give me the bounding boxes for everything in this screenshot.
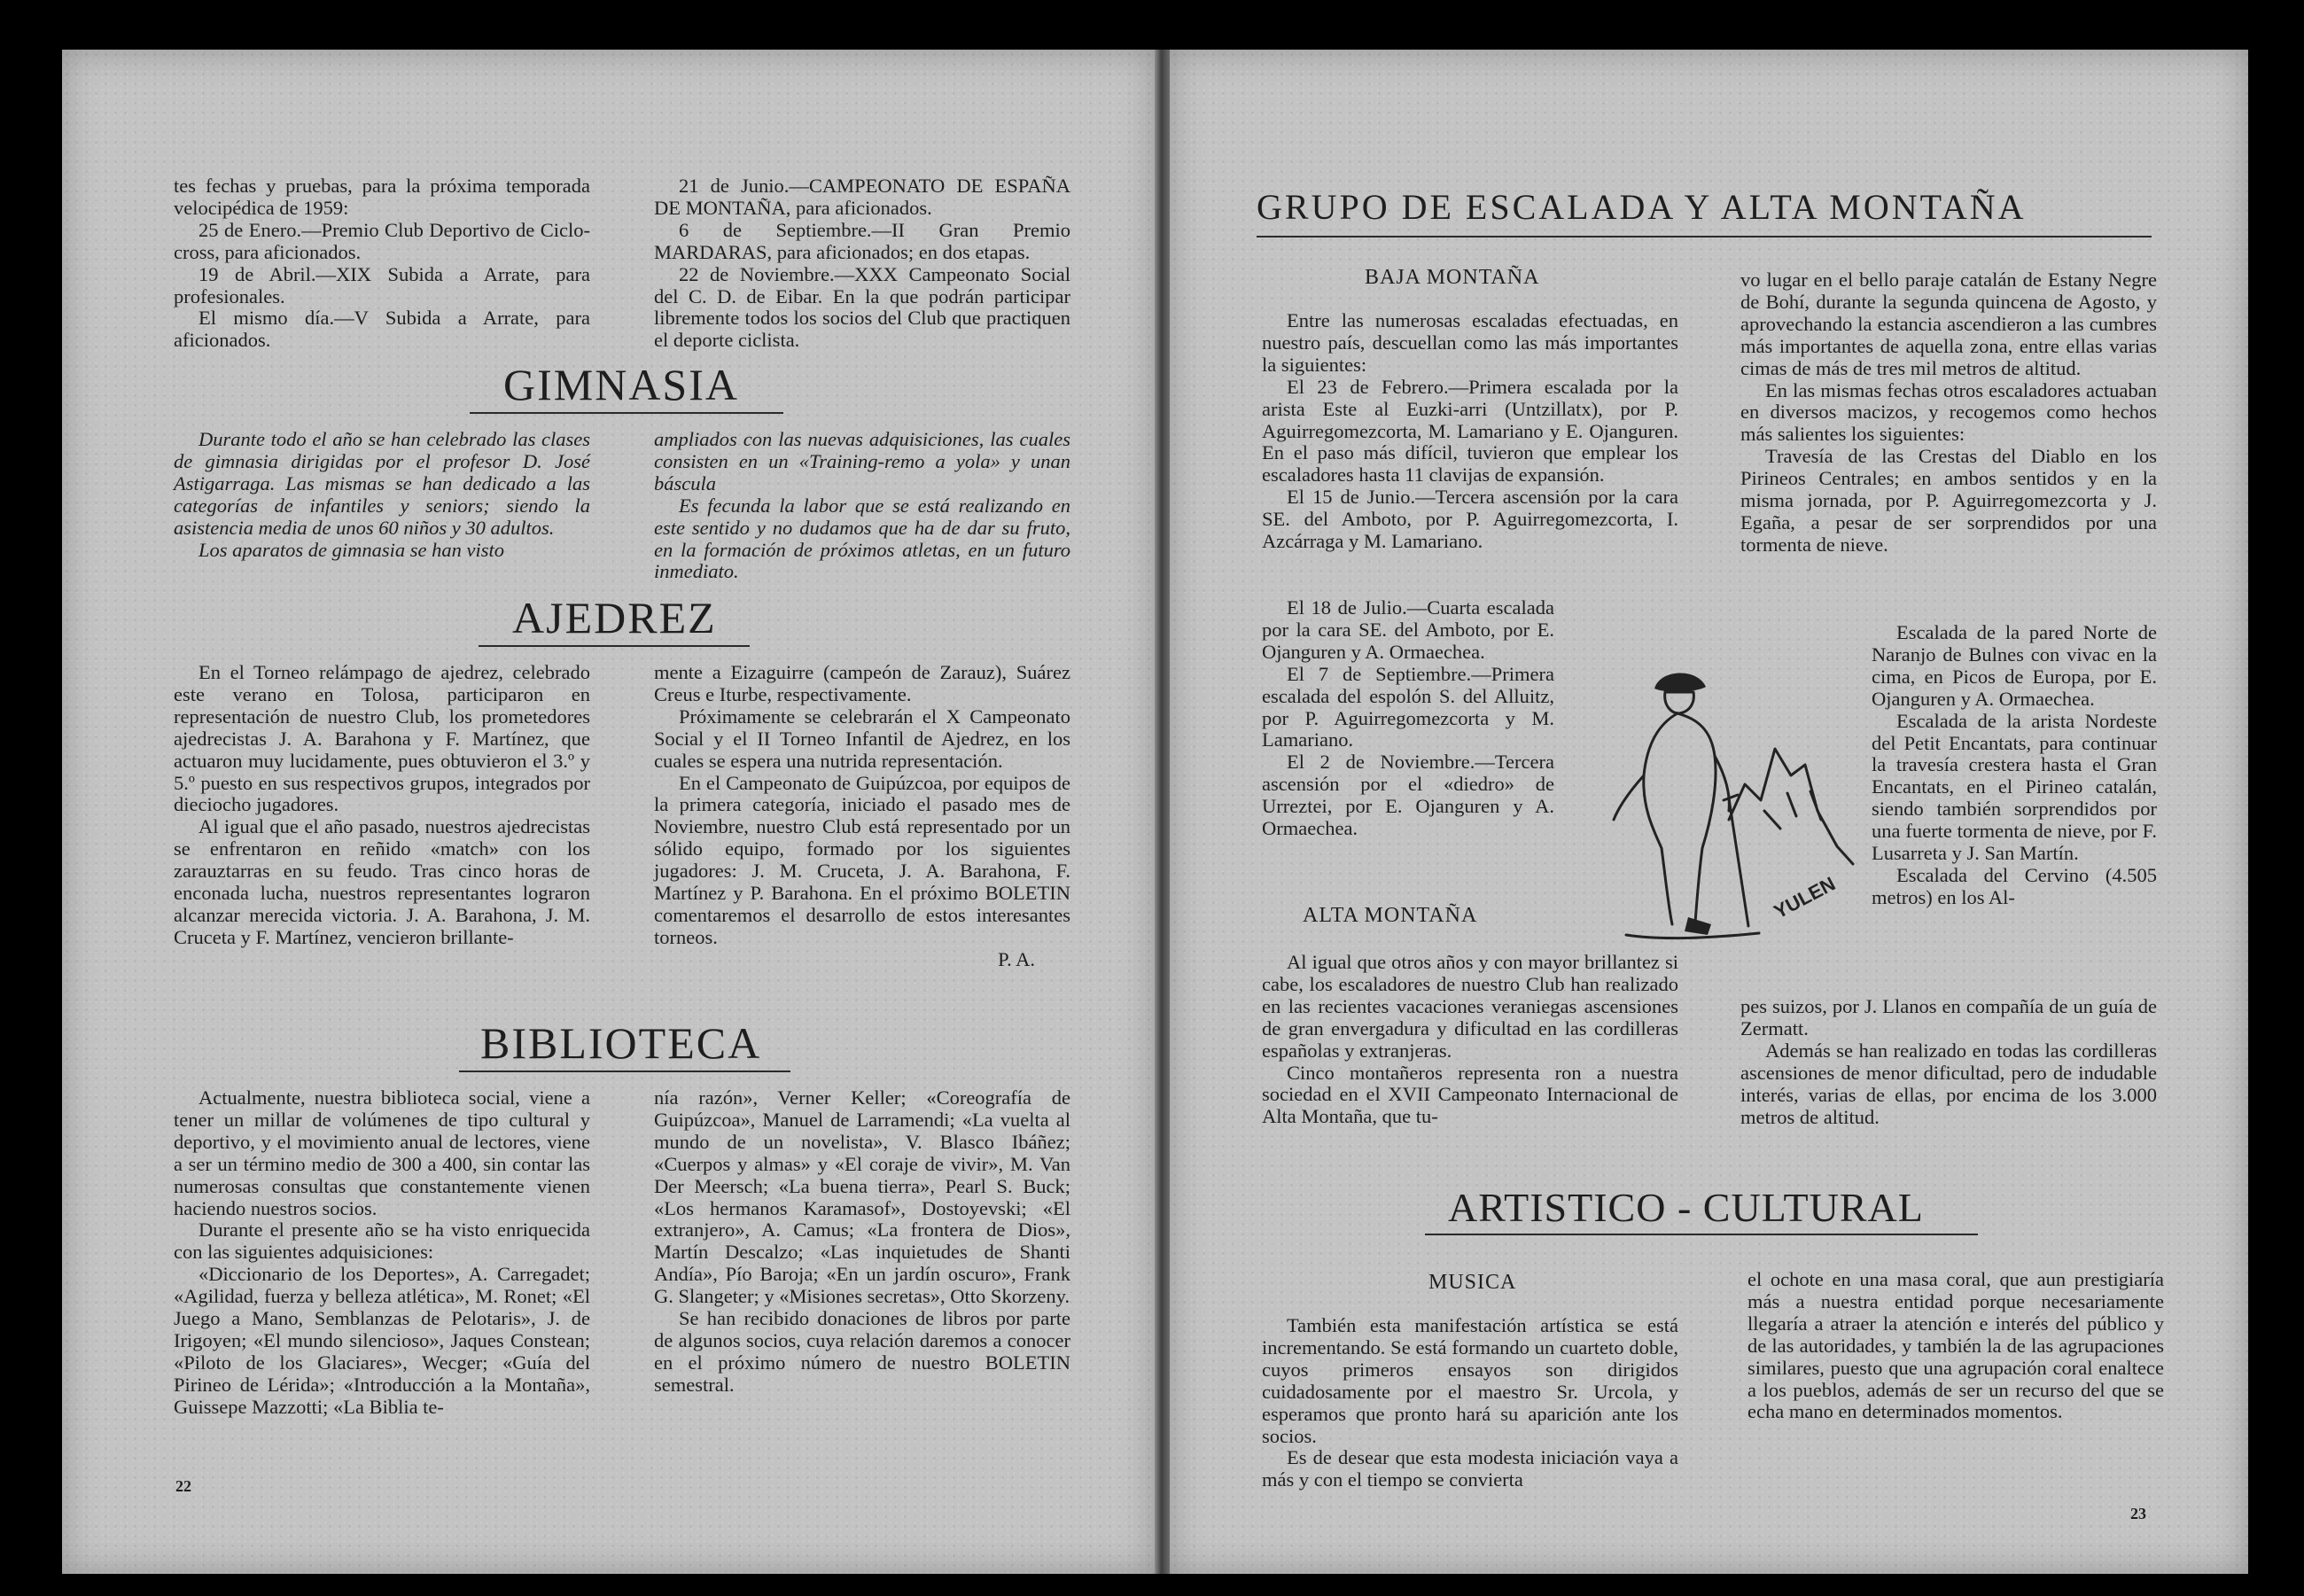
paragraph: El 2 de Noviembre.—Tercera ascensión por el «diedro» de Urreztei, por E. Ojanguren y A. Ormaechea.	[1262, 751, 1554, 840]
cycling-dates-column-2	[654, 175, 1070, 352]
paragraph: El 15 de Junio.—Tercera ascensión por la cara SE. del Amboto, por P. Aguirregomezcorta, I. Azcárraga y M. Lamariano.	[1262, 486, 1678, 553]
mountaineer-illustration	[1555, 642, 1865, 944]
paragraph: Escalada del Cervino (4.505 metros) en los Al-	[1872, 863, 2157, 908]
climber-boot	[1685, 917, 1711, 935]
paragraph: Durante el presente año se ha visto enriquecida con las siguientes adquisiciones:	[174, 1218, 590, 1264]
title-underline	[1257, 236, 2152, 237]
title-underline	[479, 645, 750, 647]
title-underline	[1425, 1234, 1978, 1235]
paragraph: El mismo día.—V Subida a Arrate, para aficionados.	[174, 307, 590, 352]
subheading-alta-montana: ALTA MONTAÑA	[1303, 904, 1478, 927]
artistico-column-1	[1262, 1315, 1678, 1491]
paragraph: Escalada de la pared Norte de Naranjo de Bulnes con vivac en la cima, en Picos de Europa, por E. Ojanguren y A. Ormaechea.	[1872, 621, 2157, 710]
paragraph: Durante todo el año se han celebrado las clases de gimnasia dirigidas por el profesor D. José Astigarraga. Las mismas se han dedicado a las categorías de infantiles y seniors; siendo la asistencia media de unos 60 niños y 30 adultos.	[174, 428, 590, 539]
mountain-peaks	[1729, 749, 1853, 864]
paragraph: Es fecunda la labor que se está realizando en este sentido y no dudamos que ha de dar su fruto, en la formación de próximos atletas, en un futuro inmediato.	[654, 494, 1070, 583]
paragraph: En las mismas fechas otros escaladores actuaban en diversos macizos, y recogemos como hechos más salientes los siguientes:	[1740, 378, 2157, 446]
author-signature: P. A.	[998, 947, 1035, 970]
title-underline	[470, 412, 783, 414]
escalada-column-2	[1740, 269, 2157, 557]
escalada-column-2-narrow	[1872, 622, 2157, 909]
section-title-ajedrez: AJEDREZ	[512, 593, 717, 642]
section-title-gimnasia: GIMNASIA	[503, 360, 739, 409]
paragraph: pes suizos, por J. Llanos en compañía de un guía de Zermatt.	[1740, 995, 2157, 1039]
biblioteca-column-1	[174, 1087, 590, 1419]
section-title-escalada: GRUPO DE ESCALADA Y ALTA MONTAÑA	[1257, 187, 2027, 227]
paragraph: En el Campeonato de Guipúzcoa, por equipos de la primera categoría, iniciado el pasado mes de Noviembre, nuestro Club está representado por un sólido equipo, formado por los siguientes jugadores: J. M. Cruceta, J. A. Barahona, F. Martínez y P. Barahona. En el próximo BOLETIN comentaremos el desarrollo de estos interesantes torneos.	[654, 771, 1070, 948]
escalada-column-1-bottom	[1262, 952, 1678, 1128]
paragraph: 21 de Junio.—CAMPEONATO DE ESPAÑA DE MONTAÑA, para aficionados.	[654, 175, 1070, 219]
paragraph: nía razón», Verner Keller; «Coreografía de Guipúzcoa», Manuel de Larramendi; «La vuelta al mundo de un novelista», V. Blasco Ibáñez; «Cuerpos y almas» y «El coraje de vivir», M. Van Der Meersch; «La buena tierra», Pearl S. Buck; «Los hermanos Karamasof», Dostoyevski; «El extranjero», A. Camus; «La frontera de Dios», Martín Descalzo; «Las inquietudes de Shanti Andía», Pío Baroja; «En un jardín oscuro», Frank G. Slangeter; y «Misiones secretas», Otto Skorzeny.	[654, 1086, 1070, 1308]
climber-cap	[1654, 673, 1706, 691]
paragraph: También esta manifestación artística se está incrementando. Se está formando un cuarteto doble, cuyos primeros ensayos son dirigidos cuidadosamente por el maestro Sr. Urcola, y esperamos que pronto hará su aparición ante los socios.	[1262, 1314, 1678, 1447]
climber-arm	[1715, 756, 1729, 811]
title-underline	[459, 1070, 790, 1072]
paragraph: 19 de Abril.—XIX Subida a Arrate, para profesionales.	[174, 262, 590, 308]
paragraph: Se han recibido donaciones de libros por parte de algunos socios, cuya relación daremos a conocer en el próximo número de nuestro BOLETIN semestral.	[654, 1307, 1070, 1396]
biblioteca-column-2	[654, 1087, 1070, 1397]
paragraph: Al igual que otros años y con mayor brillantez si cabe, los escaladores de nuestro Club han realizado en las recientes vacaciones veraniegas ascensiones de gran envergadura y dificultad en las cordilleras españolas y extranjeras.	[1262, 951, 1678, 1062]
paragraph: el ochote en una masa coral, que aun prestigiaría más a nuestra entidad porque necesariamente llegaría a atraer la atención e interés del público y de las autoridades, y también la de las agrupaciones similares, puesto que una agrupación coral enaltece a los pueblos, además de ser un recurso del que se echa mano en determinados momentos.	[1747, 1268, 2164, 1423]
ground-line	[1626, 933, 1759, 938]
climber-head	[1665, 692, 1694, 713]
paragraph: Travesía de las Crestas del Diablo en los Pirineos Centrales; en ambos sentidos y en la misma jornada, por P. Aguirregomezcorta y J. Egaña, a pesar de ser sorprendidos por una tormenta de nieve.	[1740, 445, 2157, 556]
ajedrez-column-2	[654, 662, 1070, 971]
paragraph: Cinco montañeros representa ron a nuestra sociedad en el XVII Campeonato Internacional de Alta Montaña, que tu-	[1262, 1061, 1678, 1128]
escalada-column-2-bottom	[1740, 996, 2157, 1128]
section-title-biblioteca: BIBLIOTECA	[480, 1018, 762, 1068]
gimnasia-column-1	[174, 429, 590, 561]
artistico-column-2	[1747, 1269, 2164, 1423]
paragraph: Próximamente se celebrarán el X Campeonato Social y el II Torneo Infantil de Ajedrez, en los cuales se espera una nutrida representación.	[654, 705, 1070, 772]
drawing-signature: YULEN	[1770, 872, 1840, 923]
paragraph: «Diccionario de los Deportes», A. Carregadet; «Agilidad, fuerza y belleza atlética», M. Ronet; «El Juego a Mano, Semblanzas de Pelotaris», J. de Irigoyen; «El mundo silencioso», Jaques Constean; «Piloto de los Glaciares», Wecger; «Guía del Pirineo de Lérida»; «Introducción a la Montaña», Guissepe Mazzotti; «La Biblia te-	[174, 1263, 590, 1418]
subheading-musica: MUSICA	[1428, 1271, 1517, 1294]
paragraph: vo lugar en el bello paraje catalán de Estany Negre de Bohí, durante la segunda quincena de Agosto, y aprovechando la estancia ascendieron a las cumbres más importantes de aquella zona, entre ellas varias cimas de más de tres mil metros de altitud.	[1740, 269, 2157, 379]
paragraph: El 18 de Julio.—Cuarta escalada por la cara SE. del Amboto, por E. Ojanguren y A. Ormaechea.	[1262, 596, 1554, 663]
paragraph: Escalada de la arista Nordeste del Petit Encantats, para continuar la travesía crestera hasta el Gran Encantats, en el Pirineo catalán, siendo también sorprendidos por una fuerte tormenta de nieve, por F. Lusarreta y J. San Martín.	[1872, 709, 2157, 865]
ajedrez-column-1	[174, 662, 590, 949]
paragraph: Los aparatos de gimnasia se han visto	[198, 538, 505, 561]
paragraph: El 7 de Septiembre.—Primera escalada del espolón S. del Alluitz, por P. Aguirregomezcorta y M. Lamariano.	[1262, 662, 1554, 751]
gimnasia-column-2	[654, 429, 1070, 583]
paragraph: 22 de Noviembre.—XXX Campeonato Social del C. D. de Eibar. En la que podrán participar libremente todos los socios del Club que practiquen el deporte ciclista.	[654, 262, 1070, 352]
paragraph: 25 de Enero.—Premio Club Deportivo de Ciclo-cross, para aficionados.	[174, 218, 590, 263]
paragraph: Entre las numerosas escaladas efectuadas, en nuestro país, descuellan como las más importantes la siguientes:	[1262, 309, 1678, 376]
escalada-column-1	[1262, 310, 1678, 553]
ice-axe	[1724, 795, 1748, 926]
paragraph: Actualmente, nuestra biblioteca social, viene a tener un millar de volúmenes de tipo cultural y deportivo, y el movimiento anual de lectores, viene a ser un término medio de 300 a 400, sin contar las numerosas consultas que constantemente vienen haciendo nuestros socios.	[174, 1086, 590, 1219]
cycling-dates-column-1	[174, 175, 590, 352]
paragraph: tes fechas y pruebas, para la próxima temporada velocipédica de 1959:	[174, 175, 590, 219]
escalada-column-1-narrow	[1262, 597, 1554, 840]
paragraph: ampliados con las nuevas adquisiciones, las cuales consisten en un «Training-remo a yola» y unan báscula	[654, 428, 1070, 494]
page-number-left: 22	[175, 1477, 191, 1495]
paragraph: mente a Eizaguirre (campeón de Zarauz), Suárez Creus e Iturbe, respectivamente.	[654, 661, 1070, 705]
paragraph: Además se han realizado en todas las cordilleras ascensiones de menor dificultad, pero de indudable interés, varias de ellas, por encima de los 3.000 metros de altitud.	[1740, 1039, 2157, 1128]
paragraph: En el Torneo relámpago de ajedrez, celebrado este verano en Tolosa, participaron en representación de nuestro Club, los prometedores ajedrecistas J. A. Barahona y F. Martínez, que actuaron muy lucidamente, pues obtuvieron el 3.º y 5.º puesto en sus respectivos grupos, integrados por dieciocho jugadores.	[174, 661, 590, 816]
page-number-right: 23	[2130, 1505, 2146, 1522]
section-title-artistico-cultural: ARTISTICO - CULTURAL	[1448, 1185, 1924, 1230]
subheading-baja-montana: BAJA MONTAÑA	[1365, 266, 1540, 289]
paragraph: 6 de Septiembre.—II Gran Premio MARDARAS, para aficionados; en dos etapas.	[654, 218, 1070, 263]
book-gutter	[1155, 50, 1170, 1574]
climber-body	[1614, 713, 1716, 924]
paragraph: El 23 de Febrero.—Primera escalada por la arista Este al Euzki-arri (Untzillatx), por P. Aguirregomezcorta, M. Lamariano y E. Ojanguren. En el paso más difícil, tuvieron que emplear los escaladores hasta 11 clavijas de expansión.	[1262, 375, 1678, 487]
paragraph: Al igual que el año pasado, nuestros ajedrecistas se enfrentaron en reñido «match» con los zarauztarras en su feudo. Tras cinco horas de enconada lucha, nuestros representantes lograron alcanzar merecida victoria. J. A. Barahona, J. M. Cruceta y F. Martínez, vencieron brillante-	[174, 815, 590, 948]
paragraph: Es de desear que esta modesta iniciación vaya a más y con el tiempo se convierta	[1262, 1446, 1678, 1491]
